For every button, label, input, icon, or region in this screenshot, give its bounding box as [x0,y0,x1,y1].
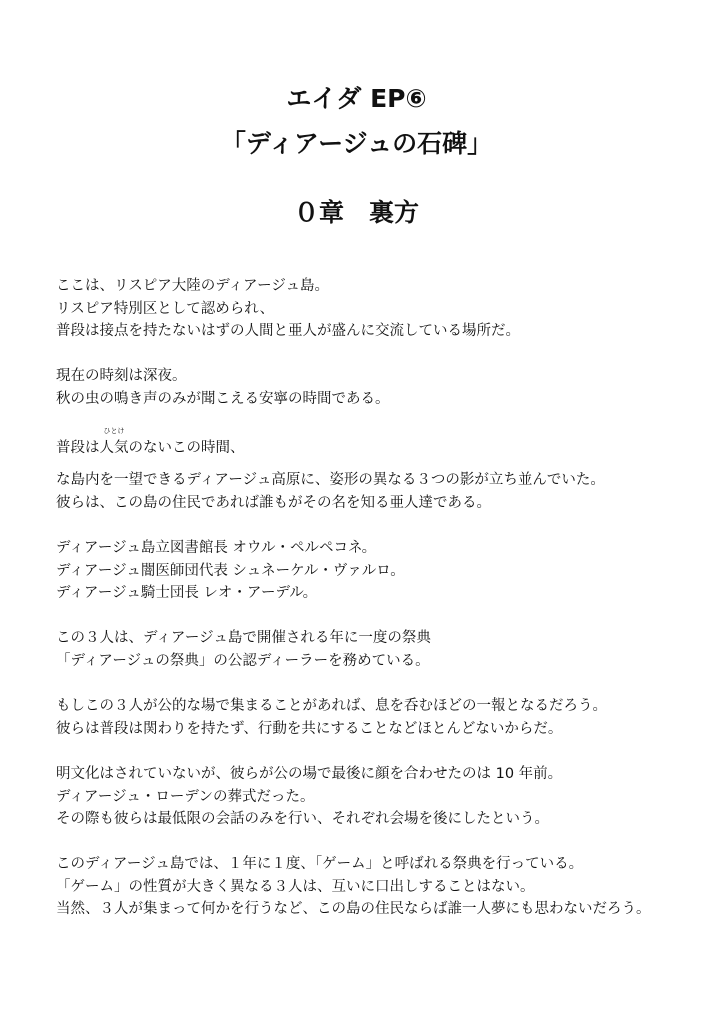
text-line: この３人は、ディアージュ島で開催される年に一度の祭典 [56,630,431,646]
chapter-heading: ０章 裏方 [293,198,419,227]
text-line: 「ゲーム」の性質が大きく異なる３人は、互いに口出しすることはない。 [56,878,535,895]
text-line: ディアージュ闇医師団代表 シュネーケル・ヴァルロ。 [56,562,405,579]
text-line: ディアージュ島立図書館長 オウル・ペルペコネ。 [56,540,377,556]
text-line: ディアージュ・ローデンの葬式だった。 [56,788,315,805]
text-line: その際も彼らは最低限の会話のみを行い、それぞれ会場を後にしたという。 [56,811,549,827]
text-line: 明文化はされていないが、彼らが公の場で最後に顔を合わせたのは 10 年前。 [56,766,563,782]
ruby-word [99,426,129,460]
title-line-2: 「ディアージュの石碑」 [220,129,493,158]
text-line: 当然、３人が集まって何かを行うなど、この島の住民ならば誰一人夢にも思わないだろう。 [56,901,651,917]
text-line: もしこの３人が公的な場で集まることがあれば、息を呑むほどの一報となるだろう。 [56,698,607,714]
text-line: ディアージュ騎士団長 レオ・アーデル。 [56,585,318,601]
text-line: 彼らは、この島の住民であれば誰もがその名を知る亜人達である。 [56,494,491,511]
text-line: ここは、リスピア大陸のディアージュ島。 [56,278,330,294]
text-line: 秋の虫の鳴き声のみが聞こえる安寧の時間である。 [56,390,390,407]
ruby-base: 人気 [99,439,129,456]
text-line: このディアージュ島では、１年に１度、「ゲーム」と呼ばれる祭典を行っている。 [56,856,584,872]
text-line: リスピア特別区として認められ、 [56,300,275,317]
text-line: 現在の時刻は深夜。 [56,368,187,384]
text-line: 普段は接点を持たないはずの人間と亜人が盛んに交流している場所だ。 [56,323,520,339]
body-text [56,275,696,921]
text-line: な島内を一望できるディアージュ高原に、姿形の異なる３つの影が立ち並んでいた。 [56,472,605,488]
title-line-1: エイダ EP⑥ [286,84,427,113]
ruby-reading: ひとけ [103,426,125,435]
text-line-with-ruby [56,426,696,460]
ruby-after: のないこの時間、 [128,439,245,456]
text-line: 彼らは普段は関わりを持たず、行動を共にすることなどほとんどないからだ。 [56,720,563,737]
text-line: 「ディアージュの祭典」の公認ディーラーを務めている。 [56,652,430,669]
ruby-before: 普段は [56,439,100,456]
